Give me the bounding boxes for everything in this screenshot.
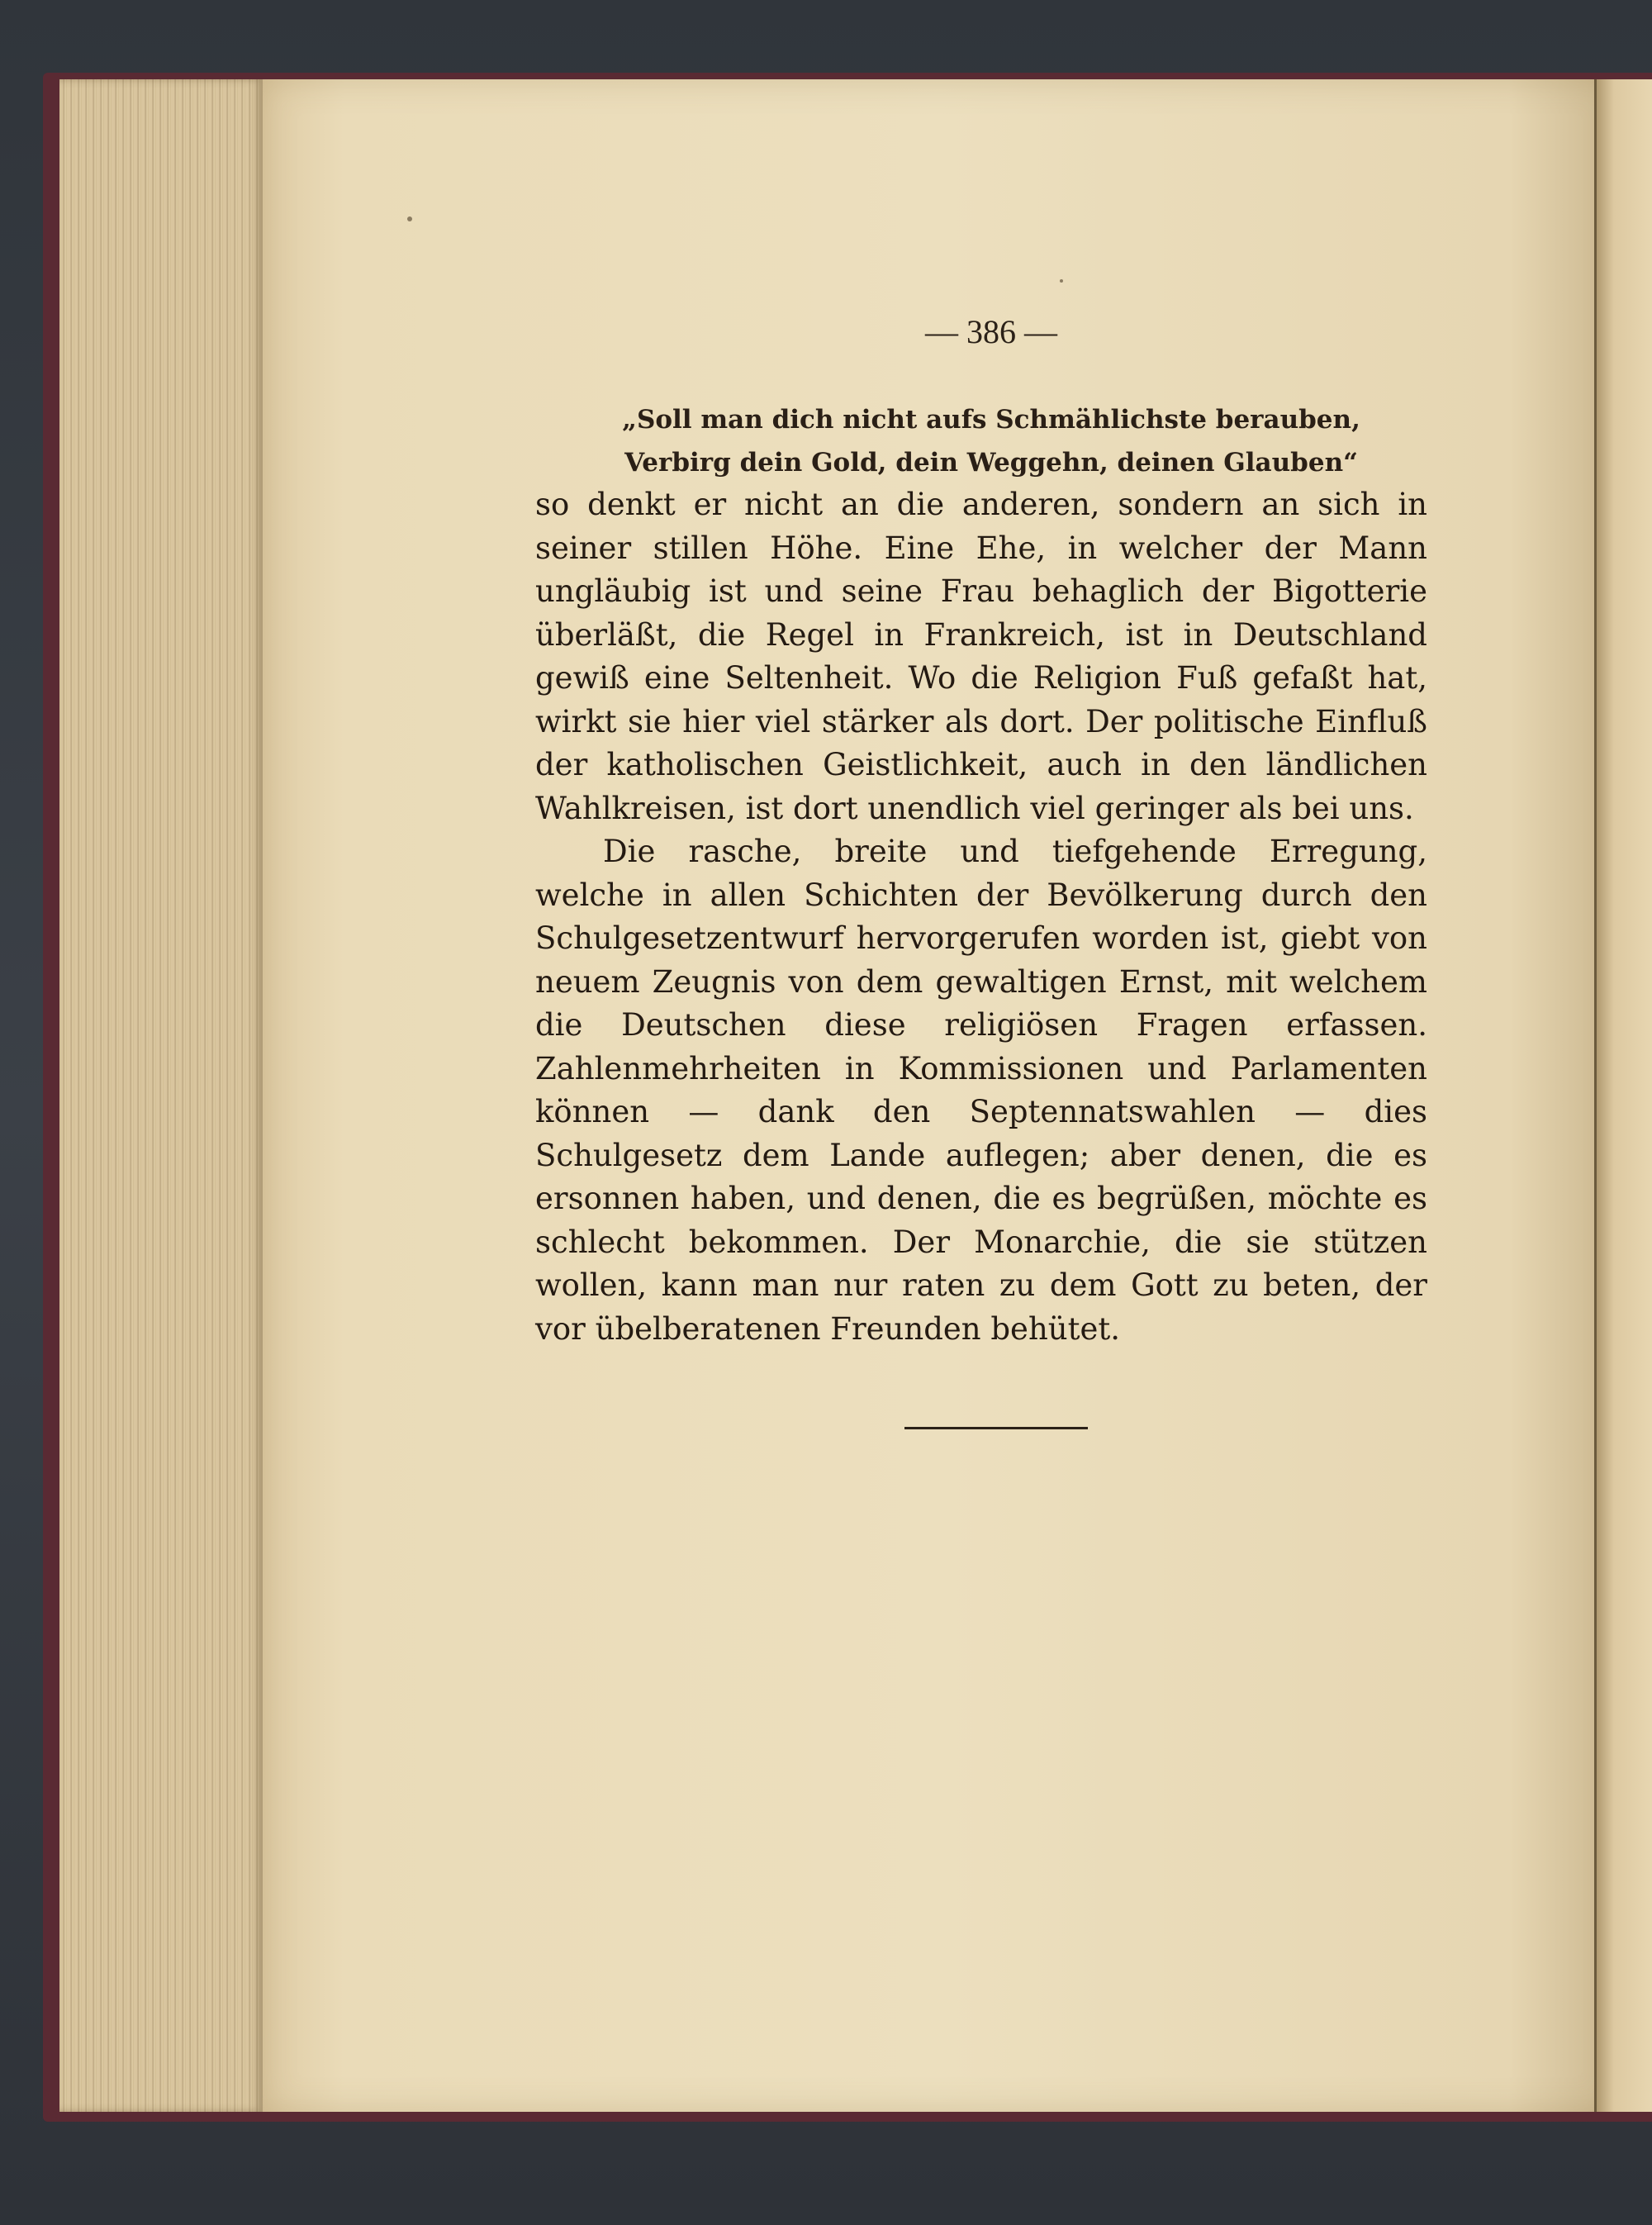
body-text xyxy=(535,483,1427,1351)
paper-speck xyxy=(1060,279,1063,283)
paper-speck xyxy=(407,216,412,221)
facing-page-edge xyxy=(1594,79,1652,2112)
paragraph-1: so denkt er nicht an die anderen, sondern an sich in seiner stillen Höhe. Eine Ehe, in welcher der Mann ungläubig ist und seine Frau behaglich der Bigotterie überläßt, die Regel in Frankreich, ist in Deutschland gewiß eine Seltenheit. Wo die Religion Fuß gefaßt hat, wirkt sie hier viel stärker als dort. Der politische Einfluß der katholischen Geistlichkeit, auch in den ländlichen Wahlkreisen, ist dort unendlich viel geringer als bei uns. xyxy=(535,487,1427,826)
verse-line-1: „Soll man dich nicht aufs Schmählichste berauben, xyxy=(622,405,1360,435)
verse-quote xyxy=(578,398,1404,484)
page-number: — 386 — xyxy=(925,313,1057,350)
paragraph-2: Die rasche, breite und tiefgehende Erregung, welche in allen Schichten der Bevölkerung durch den Schulgesetzentwurf hervorgerufen worden ist, giebt von neuem Zeugnis von dem gewaltigen Ernst, mit welchem die Deutschen diese religiösen Fragen erfassen. Zahlenmehrheiten in Kommissionen und Parlamenten können — dank den Septennatswahlen — dies Schulgesetz dem Lande auflegen; aber denen, die es ersonnen haben, und denen, die es begrüßen, möchte es schlecht bekommen. Der Monarchie, die sie stützen wollen, kann man nur raten zu dem Gott zu beten, der vor übelberatenen Freunden behütet. xyxy=(535,834,1427,1347)
section-rule xyxy=(904,1427,1088,1429)
verse-line-2: Verbirg dein Gold, dein Weggehn, deinen Glauben“ xyxy=(624,448,1358,478)
page-edges xyxy=(59,79,263,2112)
